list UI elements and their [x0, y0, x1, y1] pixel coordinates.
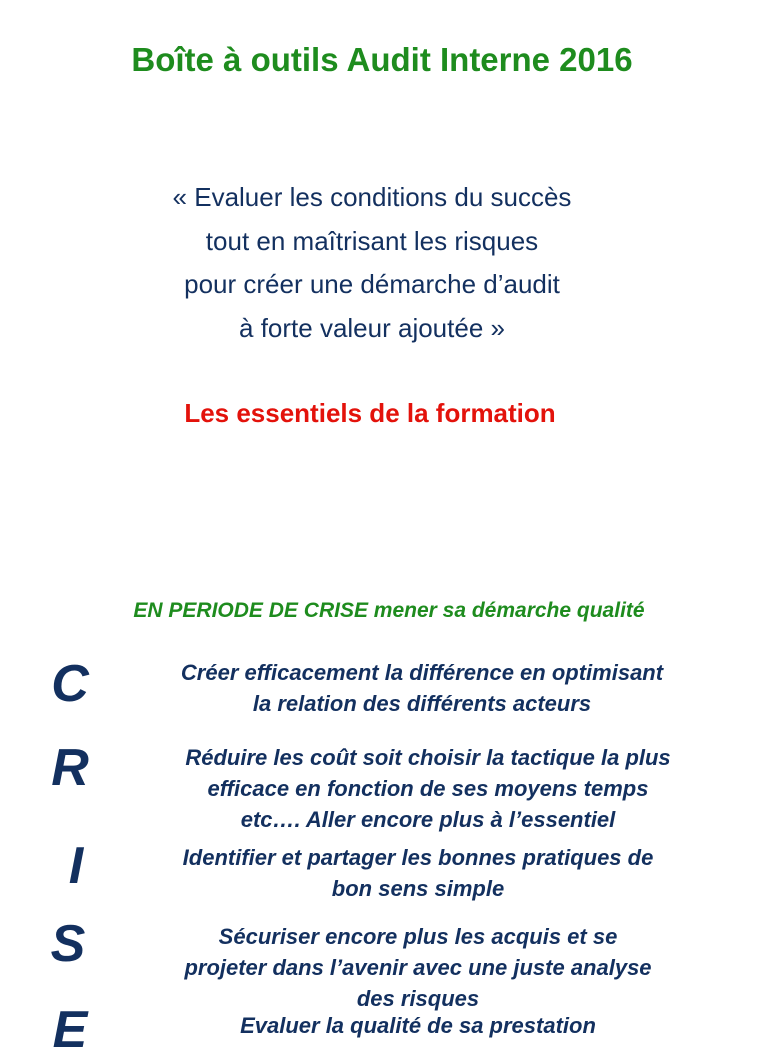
acrostic-item-r	[126, 742, 730, 835]
acrostic-line: Evaluer la qualité de sa prestation	[240, 1013, 596, 1038]
acrostic-letter-r: R	[51, 739, 89, 797]
quote-line: à forte valeur ajoutée »	[239, 312, 505, 343]
acrostic-line: Créer efficacement la différence en optimisant	[180, 660, 664, 685]
subtitle: Les essentiels de la formation	[184, 398, 556, 428]
acrostic-line: Sécuriser encore plus les acquis et se	[218, 924, 618, 949]
quote-line: tout en maîtrisant les risques	[205, 225, 539, 256]
acrostic-line: des risques	[356, 986, 480, 1011]
acrostic-item-e	[116, 1010, 720, 1041]
acrostic-line: etc…. Aller encore plus à l’essentiel	[240, 807, 616, 832]
quote-line: « Evaluer les conditions du succès	[172, 182, 572, 212]
acrostic-line: Réduire les coût soit choisir la tactique la plus	[185, 745, 671, 770]
acrostic-letter-e: E	[52, 1001, 88, 1059]
acrostic-line: bon sens simple	[331, 876, 505, 901]
acrostic-line: projeter dans l’avenir avec une juste analyse	[184, 955, 652, 980]
acrostic-line: efficace en fonction de ses moyens temps	[207, 776, 649, 801]
acrostic-line: la relation des différents acteurs	[252, 691, 592, 716]
acrostic-item-c	[120, 657, 724, 719]
acrostic-letter-i: I	[68, 837, 84, 895]
crisis-heading: EN PERIODE DE CRISE mener sa démarche qualité	[133, 599, 645, 622]
acrostic-item-s	[116, 921, 720, 1014]
acrostic-item-i	[116, 842, 720, 904]
document-title: Boîte à outils Audit Interne 2016	[131, 41, 633, 78]
quote-block	[0, 176, 744, 350]
acrostic-letter-s: S	[50, 915, 86, 973]
acrostic-letter-c: C	[51, 655, 89, 713]
acrostic-line: Identifier et partager les bonnes pratiques de	[182, 845, 654, 870]
quote-line: pour créer une démarche d’audit	[184, 269, 560, 299]
